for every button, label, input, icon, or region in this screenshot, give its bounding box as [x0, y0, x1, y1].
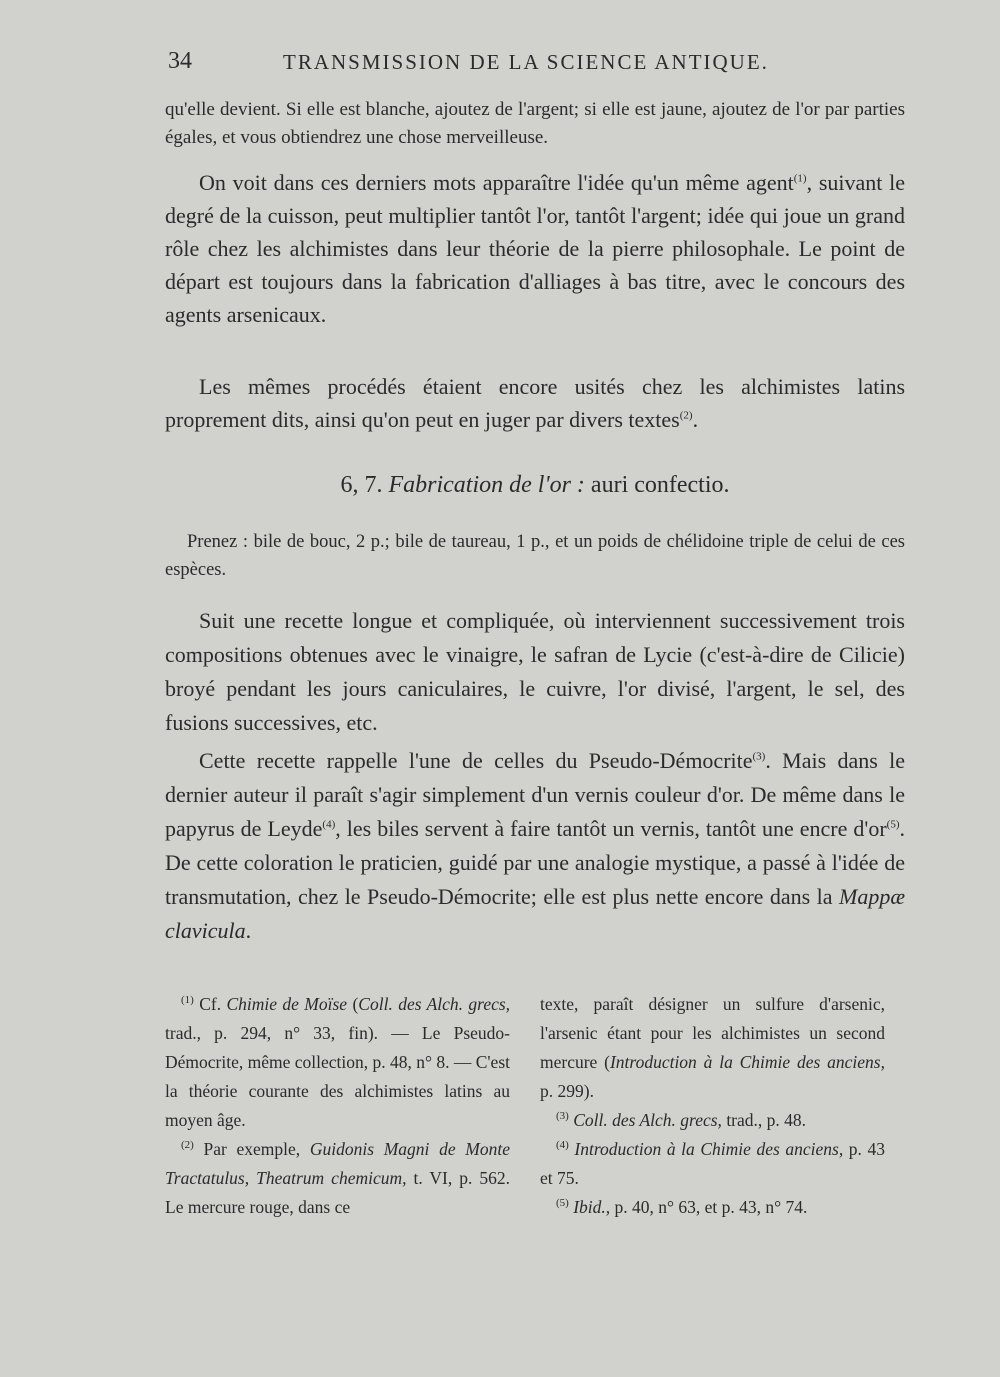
running-title: TRANSMISSION DE LA SCIENCE ANTIQUE. — [283, 50, 769, 74]
recipe-text: Prenez : bile de bouc, 2 p.; bile de taureau, 1 p., et un poids de chélidoine triple de celui de ces espèces. — [165, 532, 905, 580]
footnote-ref-2[interactable]: (2) — [679, 409, 693, 422]
footnote-1-text-a: Cf. — [199, 994, 222, 1014]
footnote-1-title: Chimie de Moïse — [226, 994, 348, 1014]
footnote-3-text: trad., p. 48. — [726, 1110, 807, 1130]
paragraph-5-text-b: . Mais dans le dernier auteur il paraît s'agir simplement d'un vernis couleur d'or. De même dans le papyrus de Leyde — [165, 748, 905, 841]
paragraph-continuation — [165, 96, 905, 152]
paragraph-3-text-b: . — [692, 407, 699, 432]
footnote-4 — [540, 1135, 885, 1193]
paragraph-3-text-a: Les mêmes procédés étaient encore usités chez les alchimistes latins proprement dits, ainsi qu'on peut en juger par divers textes — [165, 374, 905, 432]
footnote-2-cont-title: Introduction à la Chimie des anciens, — [609, 1052, 885, 1072]
footnote-1-paren: ( — [352, 994, 359, 1014]
footnote-3-title: Coll. des Alch. grecs, — [573, 1110, 722, 1130]
paragraph-5-text-c: , les biles servent à faire tantôt un vernis, tantôt une encre d'or — [335, 816, 887, 841]
paragraph-2-text-a: On voit dans ces derniers mots apparaître l'idée qu'un même agent — [199, 170, 794, 195]
footnote-2-cont-text-c: p. 299). — [540, 1081, 594, 1101]
paragraph-4-text: Suit une recette longue et compliquée, où interviennent successivement trois compositions obtenues avec le vinaigre, le safran de Lycie (c'est-à-dire de Cilicie) broyé pendant les jours caniculaires, le cuivre, l'or divisé, l'argent, le sel, des fusions successives, etc. — [165, 608, 905, 735]
footnote-ref-1[interactable]: (1) — [793, 172, 807, 185]
footnote-2-text-c: t. VI, p. 562. Le mercure rouge, dans ce — [165, 1168, 511, 1217]
footnote-5-text: p. 40, n° 63, et p. 43, n° 74. — [614, 1197, 808, 1217]
section-title-rest: auri confectio. — [590, 472, 730, 498]
paragraph-4 — [165, 604, 905, 740]
footnote-1 — [165, 990, 510, 1135]
paragraph-5-title-italic: Mappæ clavicula — [165, 884, 906, 943]
footnotes-left-column — [165, 990, 510, 1222]
footnote-3-marker: (3) — [556, 1110, 569, 1123]
footnote-2-title: Guidonis Magni de Monte Tractatulus, Theatrum chemicum, — [165, 1139, 511, 1188]
footnote-2-text-a: Par exemple, — [203, 1139, 301, 1159]
section-number: 6, 7. — [340, 472, 383, 498]
paragraph-1-text: qu'elle devient. Si elle est blanche, ajoutez de l'argent; si elle est jaune, ajoutez de l'or par parties égales, et vous obtiendrez une chose merveilleuse. — [165, 99, 905, 148]
paragraph-2-text-b: , suivant le degré de la cuisson, peut multiplier tantôt l'or, tantôt l'argent; idée qui joue un grand rôle chez les alchimistes dans leur théorie de la pierre philosophale. Le point de départ est toujours dans la fabrication d'alliages à bas titre, avec le concours des agents arsenicaux. — [165, 170, 905, 327]
footnote-1-collection: Coll. des Alch. grecs, — [358, 994, 511, 1014]
footnote-ref-4[interactable]: (4) — [322, 818, 336, 831]
footnote-5-title: Ibid., — [573, 1197, 611, 1217]
paragraph-5-text-f: . — [245, 918, 252, 943]
footnote-4-text: p. 43 et 75. — [540, 1139, 885, 1188]
paragraph-5 — [165, 744, 905, 948]
footnotes-right-column — [540, 990, 885, 1222]
page-header — [168, 48, 908, 88]
footnote-3 — [540, 1106, 885, 1135]
recipe-block — [165, 528, 905, 584]
page-number: 34 — [168, 48, 192, 74]
section-title-italic: Fabrication de l'or : — [388, 472, 585, 498]
paragraph-2 — [165, 166, 905, 331]
footnote-2-continuation — [540, 990, 885, 1106]
footnote-4-title: Introduction à la Chimie des anciens, — [574, 1139, 844, 1159]
footnote-2-cont-text-a: texte, paraît désigner un sulfure d'arsenic, l'arsenic étant pour les alchimistes un second mercure ( — [540, 994, 885, 1072]
section-heading — [165, 472, 905, 499]
footnote-5 — [540, 1193, 885, 1222]
paragraph-5-text-d: . De cette coloration le praticien, guidé par une analogie mystique, a passé à l'idée de transmutation, chez le Pseudo-Démocrite; elle est plus nette encore dans la — [165, 816, 905, 909]
paragraph-3 — [165, 370, 905, 436]
footnote-2-marker: (2) — [181, 1139, 194, 1152]
footnote-1-text-e: trad., p. 294, n° 33, fin). — Le Pseudo-Démocrite, même collection, p. 48, n° 8. — C'est la théorie courante des alchimistes latins au moyen âge. — [165, 1023, 511, 1130]
footnote-4-marker: (4) — [556, 1139, 569, 1152]
footnote-5-marker: (5) — [556, 1197, 569, 1210]
footnote-ref-3[interactable]: (3) — [752, 750, 766, 763]
footnote-ref-5[interactable]: (5) — [886, 818, 900, 831]
paragraph-5-text-a: Cette recette rappelle l'une de celles du Pseudo-Démocrite — [199, 748, 753, 773]
footnote-1-marker: (1) — [181, 994, 194, 1007]
footnote-2 — [165, 1135, 510, 1222]
